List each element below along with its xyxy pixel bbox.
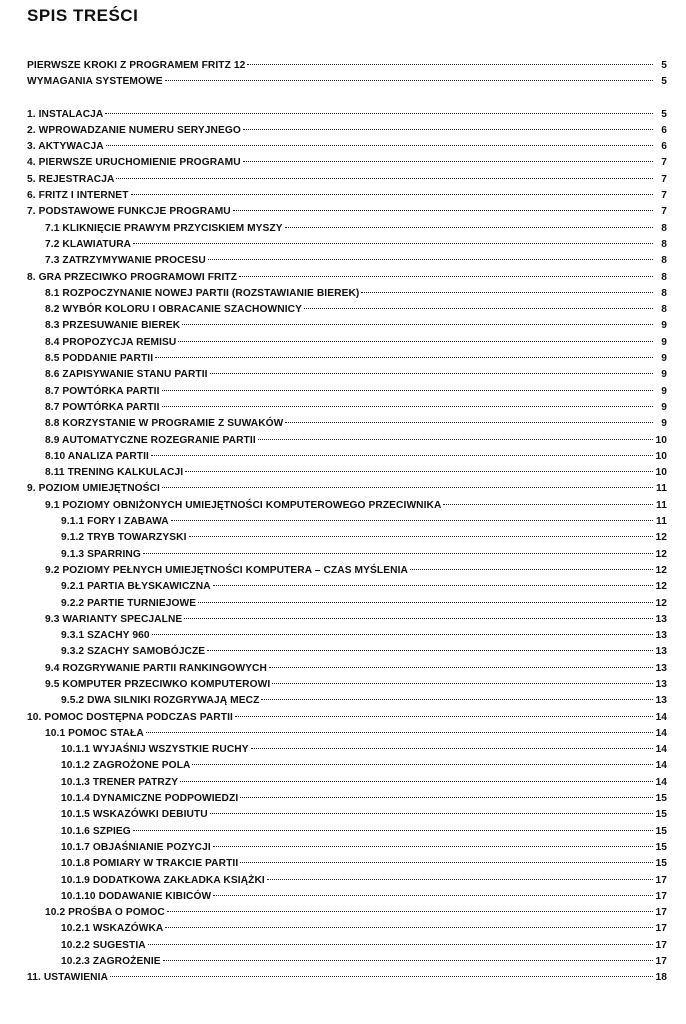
toc-entry-page-number: 17 [655, 874, 667, 886]
dot-leader [240, 861, 653, 863]
dot-leader [213, 584, 653, 586]
toc-entry[interactable] [27, 351, 667, 367]
toc-entry-label: 9.4 ROZGRYWANIE PARTII RANKINGOWYCH [45, 662, 267, 674]
toc-entry-page-number: 5 [661, 108, 667, 120]
toc-entry-label: PIERWSZE KROKI Z PROGRAMEM FRITZ 12 [27, 60, 246, 71]
dot-leader [184, 617, 653, 619]
toc-entry-page-number: 9 [661, 401, 667, 413]
toc-entry-page-number: 9 [661, 353, 667, 365]
toc-entry-page-number: 14 [655, 760, 667, 772]
toc-entry-page-number: 11 [656, 483, 667, 495]
dot-leader [131, 193, 653, 195]
toc-entry[interactable] [27, 514, 667, 530]
toc-entry[interactable] [27, 318, 667, 334]
toc-entry-label: 4. PIERWSZE URUCHOMIENIE PROGRAMU [27, 157, 241, 169]
toc-entry-page-number: 9 [661, 369, 667, 381]
dot-leader [304, 307, 653, 309]
toc-entry[interactable] [27, 253, 667, 269]
toc-entry-page-number: 5 [661, 60, 667, 71]
toc-entry-label: 10.1.10 DODAWANIE KIBICÓW [61, 890, 212, 902]
toc-entry-page-number: 12 [655, 581, 667, 593]
toc-entry-page-number: 13 [655, 662, 667, 674]
dot-leader [207, 649, 653, 651]
toc-entry[interactable] [27, 465, 667, 481]
toc-entry[interactable] [27, 824, 667, 840]
toc-entry-page-number: 12 [655, 564, 667, 576]
toc-entry-label: 5. REJESTRACJA [27, 173, 115, 185]
toc-entry-page-number: 5 [661, 76, 667, 88]
dot-leader [182, 323, 653, 325]
toc-entry-page-number: 9 [661, 418, 667, 430]
toc-entry-page-number: 7 [661, 173, 667, 185]
toc-entry-page-number: 7 [661, 190, 667, 202]
toc-entry-label: 7. PODSTAWOWE FUNKCJE PROGRAMU [27, 206, 231, 218]
toc-entry[interactable] [27, 204, 667, 220]
toc-entry[interactable] [27, 742, 667, 758]
toc-entry-label: 8.5 PODDANIE PARTII [45, 353, 154, 365]
toc-entry-label: 9.1 POZIOMY OBNIŻONYCH UMIEJĘTNOŚCI KOMPUTEROWEGO PRZECIWNIKA [45, 499, 442, 511]
toc-entry-label: 8.2 WYBÓR KOLORU I OBRACANIE SZACHOWNICY [45, 304, 302, 316]
toc-entry-page-number: 14 [655, 711, 667, 723]
toc-entry-label: 9.2.2 PARTIE TURNIEJOWE [61, 597, 197, 609]
toc-entry-label: 10.1.1 WYJAŚNIJ WSZYSTKIE RUCHY [61, 744, 249, 756]
dot-leader [110, 975, 653, 977]
toc-entry-page-number: 8 [661, 238, 667, 250]
toc-entry-label: 10.1.3 TRENER PATRZY [61, 776, 179, 788]
table-of-contents [27, 58, 667, 987]
toc-entry-label: 9.1.2 TRYB TOWARZYSKI [61, 532, 187, 544]
toc-entry[interactable] [27, 921, 667, 937]
toc-entry-page-number: 10 [655, 450, 667, 462]
toc-entry-label: 1. INSTALACJA [27, 108, 104, 120]
toc-entry-label: 9.1.3 SPARRING [61, 548, 141, 560]
toc-entry-label: 7.2 KLAWIATURA [45, 238, 132, 250]
toc-entry-page-number: 13 [655, 630, 667, 642]
toc-entry-page-number: 13 [655, 613, 667, 625]
dot-leader [243, 160, 653, 162]
toc-entry[interactable] [27, 856, 667, 872]
toc-entry[interactable] [27, 237, 667, 253]
toc-entry[interactable] [27, 221, 667, 237]
toc-entry-label: 10.1.8 POMIARY W TRAKCIE PARTII [61, 858, 239, 870]
toc-entry-label: 2. WPROWADZANIE NUMERU SERYJNEGO [27, 124, 241, 136]
toc-entry[interactable] [27, 661, 667, 677]
toc-entry-label: 8.3 PRZESUWANIE BIEREK [45, 320, 181, 332]
dot-leader [162, 405, 653, 407]
toc-entry[interactable] [27, 188, 667, 204]
toc-entry-page-number: 9 [661, 320, 667, 332]
toc-entry[interactable] [27, 954, 667, 970]
toc-entry-label: 8.11 TRENING KALKULACJI [45, 467, 184, 479]
dot-leader [285, 226, 653, 228]
dot-leader [143, 552, 653, 554]
toc-entry-label: 10.2.1 WSKAZÓWKA [61, 923, 164, 935]
dot-leader [210, 812, 653, 814]
toc-entry[interactable] [27, 416, 667, 432]
dot-leader [162, 389, 653, 391]
toc-entry[interactable] [27, 873, 667, 889]
toc-entry[interactable] [27, 286, 667, 302]
toc-entry[interactable] [27, 644, 667, 660]
toc-entry-label: 8.10 ANALIZA PARTII [45, 450, 149, 462]
dot-leader [361, 291, 653, 293]
toc-entry-label: 8.7 POWTÓRKA PARTII [45, 401, 160, 413]
dot-leader [208, 258, 653, 260]
toc-entry-label: 10.2.3 ZAGROŻENIE [61, 956, 161, 968]
toc-entry-page-number: 17 [655, 907, 667, 919]
toc-entry-label: 10.2.2 SUGESTIA [61, 939, 146, 951]
toc-entry[interactable] [27, 579, 667, 595]
page-title: SPIS TREŚCI [27, 6, 139, 25]
dot-leader [167, 910, 653, 912]
toc-entry-page-number: 15 [655, 825, 667, 837]
toc-entry[interactable] [27, 938, 667, 954]
toc-entry-label: 3. AKTYWACJA [27, 141, 104, 153]
toc-entry-page-number: 14 [655, 727, 667, 739]
dot-leader [189, 535, 653, 537]
toc-entry-label: 9.2 POZIOMY PEŁNYCH UMIEJĘTNOŚCI KOMPUTERA – CZAS MYŚLENIA [45, 564, 408, 576]
toc-entry-label: 9. POZIOM UMIEJĘTNOŚCI [27, 483, 160, 495]
toc-entry[interactable] [27, 367, 667, 383]
dot-leader [267, 878, 653, 880]
toc-entry-page-number: 9 [661, 385, 667, 397]
toc-entry[interactable] [27, 628, 667, 644]
toc-entry-label: 10.1.5 WSKAZÓWKI DEBIUTU [61, 809, 208, 821]
toc-entry[interactable] [27, 677, 667, 693]
toc-entry[interactable] [27, 270, 667, 286]
toc-entry[interactable] [27, 596, 667, 612]
toc-entry-label: 9.3.2 SZACHY SAMOBÓJCZE [61, 646, 206, 658]
toc-entry-page-number: 6 [661, 124, 667, 136]
toc-entry-label: 8.4 PROPOZYCJA REMISU [45, 336, 177, 348]
toc-entry-page-number: 13 [655, 678, 667, 690]
toc-entry[interactable] [27, 107, 667, 123]
toc-entry-label: 8.9 AUTOMATYCZNE ROZEGRANIE PARTII [45, 434, 256, 446]
dot-leader [213, 845, 653, 847]
dot-leader [269, 666, 653, 668]
dot-leader [178, 340, 653, 342]
toc-entry[interactable] [27, 710, 667, 726]
toc-entry[interactable] [27, 563, 667, 579]
toc-entry-page-number: 8 [661, 287, 667, 299]
toc-entry[interactable] [27, 449, 667, 465]
toc-entry-page-number: 14 [655, 776, 667, 788]
toc-entry-label: 10.1.6 SZPIEG [61, 825, 131, 837]
toc-entry[interactable] [27, 726, 667, 742]
toc-entry-page-number: 15 [655, 809, 667, 821]
toc-entry[interactable] [27, 530, 667, 546]
toc-entry-page-number: 8 [661, 255, 667, 267]
dot-leader [180, 780, 653, 782]
toc-entry-page-number: 9 [661, 336, 667, 348]
toc-entry-label: 9.1.1 FORY I ZABAWA [61, 516, 169, 528]
toc-entry[interactable] [27, 302, 667, 318]
dot-leader [443, 503, 653, 505]
dot-leader [261, 698, 653, 700]
toc-entry-page-number: 10 [655, 467, 667, 479]
toc-entry-label: 8.1 ROZPOCZYNANIE NOWEJ PARTII (ROZSTAWIANIE BIEREK) [45, 287, 360, 299]
toc-entry-page-number: 15 [655, 841, 667, 853]
toc-entry-page-number: 15 [655, 793, 667, 805]
dot-leader [251, 747, 653, 749]
dot-leader [106, 144, 653, 146]
dot-leader [210, 372, 653, 374]
dot-leader [185, 470, 653, 472]
dot-leader [146, 731, 653, 733]
dot-leader [213, 894, 653, 896]
dot-leader [133, 242, 653, 244]
toc-entry[interactable] [27, 74, 667, 90]
toc-entry-label: 10. POMOC DOSTĘPNA PODCZAS PARTII [27, 711, 233, 723]
toc-entry-page-number: 13 [655, 695, 667, 707]
toc-entry[interactable] [27, 139, 667, 155]
dot-leader [165, 79, 653, 81]
toc-entry[interactable] [27, 123, 667, 139]
toc-entry[interactable] [27, 547, 667, 563]
dot-leader [152, 633, 653, 635]
toc-entry-page-number: 11 [656, 499, 667, 511]
toc-entry[interactable] [27, 791, 667, 807]
toc-entry-label: 8.6 ZAPISYWANIE STANU PARTII [45, 369, 208, 381]
toc-entry[interactable] [27, 758, 667, 774]
dot-leader [247, 63, 653, 65]
toc-entry-page-number: 8 [661, 304, 667, 316]
toc-entry-page-number: 8 [661, 271, 667, 283]
dot-leader [116, 177, 653, 179]
toc-entry-page-number: 17 [655, 939, 667, 951]
toc-entry-page-number: 10 [655, 434, 667, 446]
toc-entry[interactable] [27, 612, 667, 628]
toc-entry-page-number: 12 [655, 597, 667, 609]
toc-entry[interactable] [27, 693, 667, 709]
toc-entry-label: 10.1.7 OBJAŚNIANIE POZYCJI [61, 841, 211, 853]
toc-entry[interactable] [27, 775, 667, 791]
toc-entry-label: 8.7 POWTÓRKA PARTII [45, 385, 160, 397]
toc-entry-page-number: 7 [661, 206, 667, 218]
dot-leader [133, 829, 653, 831]
toc-entry-label: 9.3 WARIANTY SPECJALNE [45, 613, 183, 625]
toc-entry-page-number: 12 [655, 548, 667, 560]
dot-leader [151, 454, 653, 456]
dot-leader [285, 421, 653, 423]
dot-leader [155, 356, 653, 358]
toc-entry-label: 10.2 PROŚBA O POMOC [45, 907, 165, 919]
toc-entry-label: 9.2.1 PARTIA BŁYSKAWICZNA [61, 581, 211, 593]
dot-leader [233, 209, 653, 211]
toc-entry-page-number: 15 [655, 858, 667, 870]
toc-entry-page-number: 11 [656, 516, 667, 528]
dot-leader [258, 438, 653, 440]
dot-leader [239, 275, 653, 277]
toc-entry-label: 9.3.1 SZACHY 960 [61, 630, 150, 642]
toc-entry[interactable] [27, 155, 667, 171]
toc-entry-page-number: 8 [661, 222, 667, 234]
toc-entry[interactable] [27, 889, 667, 905]
toc-entry-page-number: 14 [655, 744, 667, 756]
dot-leader [162, 486, 653, 488]
toc-entry[interactable] [27, 58, 667, 74]
dot-leader [171, 519, 653, 521]
toc-entry-label: 10.1 POMOC STAŁA [45, 727, 144, 739]
toc-entry-page-number: 18 [655, 972, 667, 984]
toc-entry-page-number: 7 [661, 157, 667, 169]
toc-entry-page-number: 12 [655, 532, 667, 544]
toc-entry-label: 8. GRA PRZECIWKO PROGRAMOWI FRITZ [27, 271, 238, 283]
toc-entry-page-number: 17 [655, 890, 667, 902]
toc-entry[interactable] [27, 905, 667, 921]
dot-leader [410, 568, 653, 570]
toc-entry-page-number: 6 [661, 141, 667, 153]
toc-entry[interactable] [27, 384, 667, 400]
toc-entry-label: 11. USTAWIENIA [27, 972, 109, 984]
dot-leader [243, 128, 653, 130]
toc-entry[interactable] [27, 433, 667, 449]
toc-entry[interactable] [27, 335, 667, 351]
toc-entry-label: 6. FRITZ I INTERNET [27, 190, 129, 202]
dot-leader [272, 682, 653, 684]
dot-leader [198, 601, 653, 603]
dot-leader [235, 715, 653, 717]
toc-entry-label: 10.1.2 ZAGROŻONE POLA [61, 760, 191, 772]
toc-entry-label: 7.1 KLIKNIĘCIE PRAWYM PRZYCISKIEM MYSZY [45, 222, 283, 234]
toc-entry-page-number: 17 [655, 956, 667, 968]
toc-entry-label: 9.5.2 DWA SILNIKI ROZGRYWAJĄ MECZ [61, 695, 260, 707]
toc-entry-label: WYMAGANIA SYSTEMOWE [27, 76, 163, 88]
dot-leader [148, 943, 653, 945]
toc-entry[interactable] [27, 840, 667, 856]
dot-leader [105, 112, 653, 114]
toc-entry[interactable] [27, 400, 667, 416]
toc-entry-page-number: 17 [655, 923, 667, 935]
toc-entry-label: 8.8 KORZYSTANIE W PROGRAMIE Z SUWAKÓW [45, 418, 284, 430]
dot-leader [163, 959, 653, 961]
toc-entry[interactable] [27, 970, 667, 986]
toc-entry-label: 10.1.9 DODATKOWA ZAKŁADKA KSIĄŻKI [61, 874, 265, 886]
toc-entry[interactable] [27, 481, 667, 497]
toc-entry[interactable] [27, 807, 667, 823]
toc-entry-label: 7.3 ZATRZYMYWANIE PROCESU [45, 255, 206, 267]
toc-entry-label: 10.1.4 DYNAMICZNE PODPOWIEDZI [61, 793, 239, 805]
dot-leader [192, 763, 653, 765]
toc-entry-page-number: 13 [655, 646, 667, 658]
dot-leader [240, 796, 653, 798]
dot-leader [165, 926, 653, 928]
toc-entry[interactable] [27, 172, 667, 188]
toc-entry-label: 9.5 KOMPUTER PRZECIWKO KOMPUTEROWI [45, 678, 271, 690]
toc-entry[interactable] [27, 498, 667, 514]
